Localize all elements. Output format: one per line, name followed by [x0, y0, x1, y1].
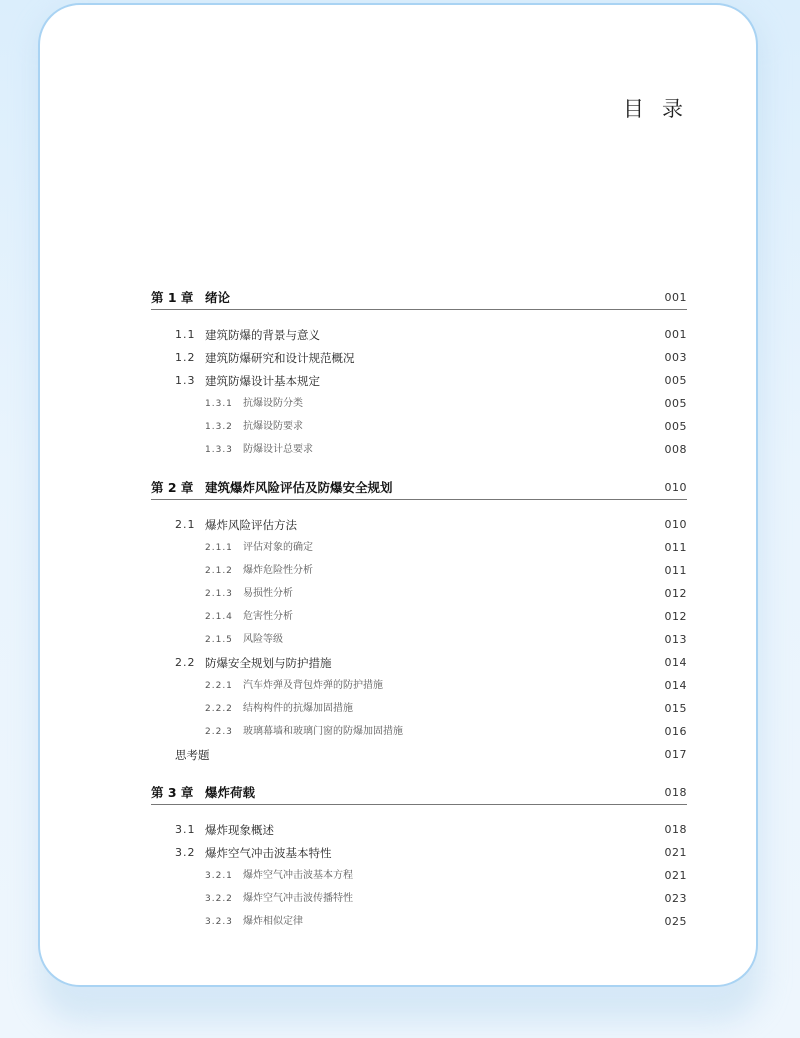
entry-number: 2.2.3 — [205, 727, 233, 737]
entry-title: 思考题 — [175, 748, 210, 762]
entry-title: 防爆安全规划与防护措施 — [205, 656, 332, 670]
entry-number: 2.1.5 — [205, 635, 233, 645]
page-number: 005 — [664, 420, 687, 433]
page-number: 003 — [664, 351, 687, 364]
subsection-entry[interactable] — [151, 394, 687, 414]
subsection-entry[interactable] — [151, 889, 687, 909]
page-number: 014 — [664, 679, 687, 692]
section-entry[interactable] — [151, 653, 687, 673]
page-number: 010 — [664, 518, 687, 531]
title-char-1: 目 — [623, 97, 644, 121]
subsection-entry[interactable] — [151, 561, 687, 581]
entry-title: 爆炸空气冲击波基本特性 — [205, 846, 332, 860]
entry-title: 汽车炸弹及背包炸弹的防护措施 — [243, 680, 383, 691]
entry-title: 爆炸相似定律 — [243, 916, 303, 927]
entry-title: 危害性分析 — [243, 611, 293, 622]
entry-title: 爆炸危险性分析 — [243, 565, 313, 576]
entry-number: 3.2.2 — [205, 894, 233, 904]
page-number: 018 — [664, 786, 687, 799]
subsection-entry[interactable] — [151, 630, 687, 650]
entry-title: 建筑防爆研究和设计规范概况 — [205, 351, 355, 365]
section-entry[interactable] — [151, 348, 687, 368]
chapter-heading[interactable] — [151, 478, 687, 498]
page-number: 025 — [664, 915, 687, 928]
entry-title: 防爆设计总要求 — [243, 444, 313, 455]
chapter-title: 绪论 — [205, 290, 231, 305]
section-entry[interactable] — [151, 820, 687, 840]
entry-number: 1.2 — [175, 351, 196, 364]
chapter-divider — [151, 804, 687, 805]
page-number: 001 — [664, 291, 687, 304]
page-number: 001 — [664, 328, 687, 341]
subsection-entry[interactable] — [151, 440, 687, 460]
entry-number: 1.3.1 — [205, 399, 233, 409]
subsection-entry[interactable] — [151, 538, 687, 558]
toc-entry[interactable] — [151, 745, 687, 765]
page-title — [623, 93, 683, 123]
entry-title: 爆炸空气冲击波基本方程 — [243, 870, 353, 881]
entry-number: 1.3 — [175, 374, 196, 387]
chapter-title: 建筑爆炸风险评估及防爆安全规划 — [205, 480, 393, 495]
chapter-title: 爆炸荷载 — [205, 785, 256, 800]
entry-number: 3.2.3 — [205, 917, 233, 927]
page-number: 018 — [664, 823, 687, 836]
subsection-entry[interactable] — [151, 676, 687, 696]
entry-title: 爆炸风险评估方法 — [205, 518, 297, 532]
chapter-number: 第 2 章 — [151, 480, 194, 495]
page-number: 021 — [664, 846, 687, 859]
subsection-entry[interactable] — [151, 722, 687, 742]
entry-number: 3.1 — [175, 823, 196, 836]
entry-number: 2.1.4 — [205, 612, 233, 622]
entry-title: 建筑防爆设计基本规定 — [205, 374, 320, 388]
entry-number: 3.2 — [175, 846, 196, 859]
page-number: 012 — [664, 587, 687, 600]
section-entry[interactable] — [151, 843, 687, 863]
page-number: 005 — [664, 397, 687, 410]
toc-page — [38, 3, 758, 987]
page-number: 011 — [664, 541, 687, 554]
section-entry[interactable] — [151, 325, 687, 345]
chapter-heading[interactable] — [151, 783, 687, 803]
entry-number: 3.2.1 — [205, 871, 233, 881]
entry-number: 2.1 — [175, 518, 196, 531]
page-number: 021 — [664, 869, 687, 882]
chapter-heading[interactable] — [151, 288, 687, 308]
entry-title: 爆炸空气冲击波传播特性 — [243, 893, 353, 904]
subsection-entry[interactable] — [151, 584, 687, 604]
page-number: 012 — [664, 610, 687, 623]
subsection-entry[interactable] — [151, 607, 687, 627]
page-number: 016 — [664, 725, 687, 738]
entry-number: 2.2.1 — [205, 681, 233, 691]
entry-number: 1.3.3 — [205, 445, 233, 455]
page-number: 011 — [664, 564, 687, 577]
entry-title: 爆炸现象概述 — [205, 823, 274, 837]
section-entry[interactable] — [151, 371, 687, 391]
entry-title: 抗爆设防分类 — [243, 398, 303, 409]
entry-title: 建筑防爆的背景与意义 — [205, 328, 320, 342]
entry-number: 2.1.1 — [205, 543, 233, 553]
page-number: 014 — [664, 656, 687, 669]
entry-title: 易损性分析 — [243, 588, 293, 599]
page-number: 023 — [664, 892, 687, 905]
entry-title: 玻璃幕墙和玻璃门窗的防爆加固措施 — [243, 726, 403, 737]
page-number: 013 — [664, 633, 687, 646]
chapter-divider — [151, 309, 687, 310]
entry-number: 2.2.2 — [205, 704, 233, 714]
entry-number: 1.3.2 — [205, 422, 233, 432]
entry-number: 2.1.2 — [205, 566, 233, 576]
page-number: 017 — [664, 748, 687, 761]
entry-title: 抗爆设防要求 — [243, 421, 303, 432]
section-entry[interactable] — [151, 515, 687, 535]
subsection-entry[interactable] — [151, 866, 687, 886]
chapter-number: 第 3 章 — [151, 785, 194, 800]
entry-title: 结构构件的抗爆加固措施 — [243, 703, 353, 714]
page-number: 005 — [664, 374, 687, 387]
chapter-divider — [151, 499, 687, 500]
page-number: 008 — [664, 443, 687, 456]
entry-number: 1.1 — [175, 328, 196, 341]
page-number: 010 — [664, 481, 687, 494]
subsection-entry[interactable] — [151, 699, 687, 719]
entry-title: 风险等级 — [243, 634, 283, 645]
subsection-entry[interactable] — [151, 912, 687, 932]
entry-number: 2.2 — [175, 656, 196, 669]
subsection-entry[interactable] — [151, 417, 687, 437]
entry-number: 2.1.3 — [205, 589, 233, 599]
title-char-2: 录 — [662, 97, 683, 121]
entry-title: 评估对象的确定 — [243, 542, 313, 553]
chapter-number: 第 1 章 — [151, 290, 194, 305]
page-number: 015 — [664, 702, 687, 715]
